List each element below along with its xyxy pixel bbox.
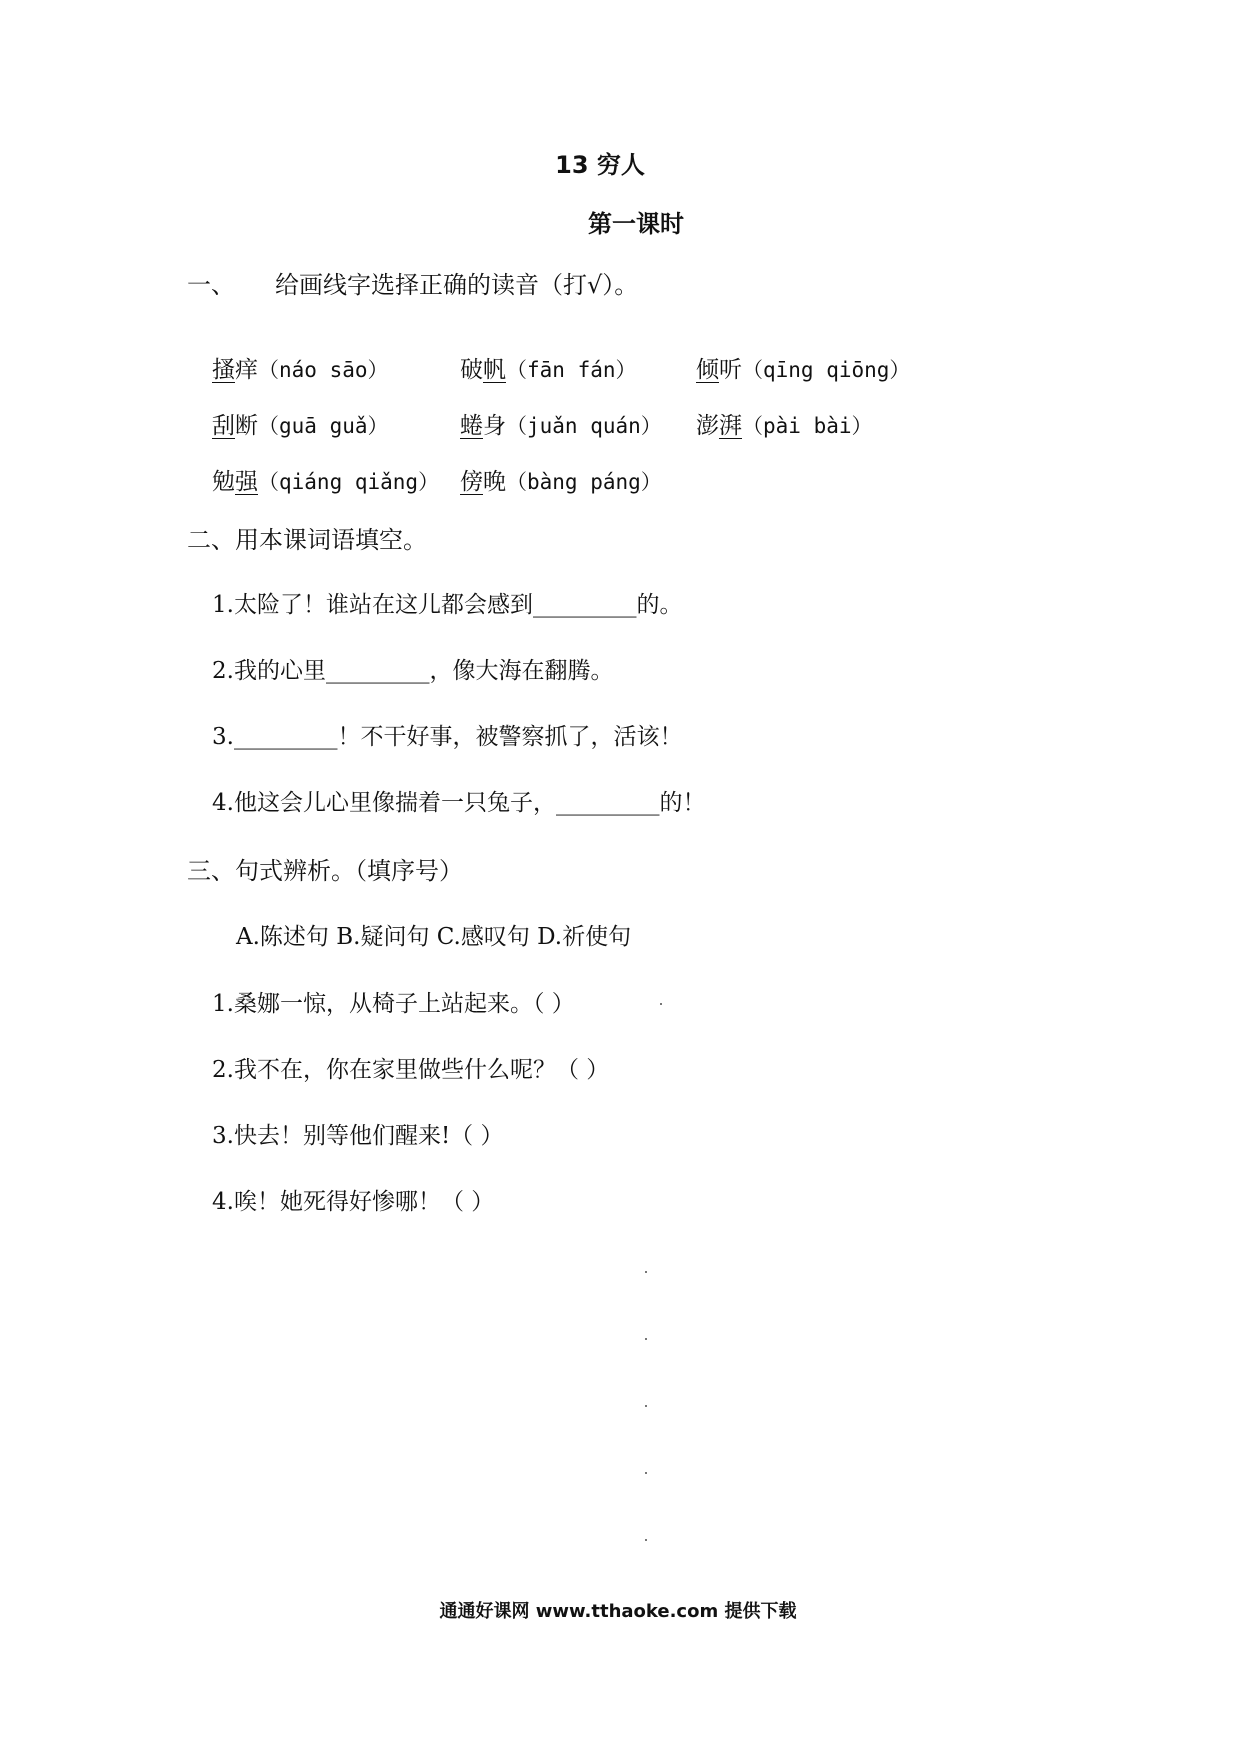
pinyin-options: （qiáng qiǎng） (258, 470, 440, 494)
pinyin-options: （fān fán） (506, 358, 637, 382)
pinyin-options: （juǎn quán） (506, 414, 662, 438)
section2-heading: 二、用本课词语填空。 (187, 526, 427, 554)
sentence-type-options: A.陈述句 B.疑问句 C.感叹句 D.祈使句 (236, 924, 632, 950)
underlined-char: 搔 (212, 357, 235, 383)
item-char: 身 (483, 413, 506, 439)
scan-dot (645, 1472, 647, 1474)
lesson-subtitle: 第一课时 (588, 210, 684, 238)
item-char: 澎 (696, 413, 719, 439)
pinyin-item (212, 351, 389, 384)
footer-credit: 通通好课网 www.tthaoke.com 提供下载 (439, 1601, 797, 1622)
fill-blank-item: 4.他这会儿心里像揣着一只兔子，_________的！ (212, 790, 706, 816)
item-char: 勉 (212, 469, 235, 495)
pinyin-item (212, 407, 389, 440)
underlined-char: 傍 (460, 469, 483, 495)
pinyin-item (696, 351, 910, 384)
item-char: 破 (460, 357, 483, 383)
item-char: 听 (719, 357, 742, 383)
item-char: 断 (235, 413, 258, 439)
pinyin-options: （náo sāo） (258, 358, 389, 382)
scan-dot (645, 1539, 647, 1541)
scan-dot (645, 1271, 647, 1273)
section1-instruction: 给画线字选择正确的读音（打√）。 (275, 271, 639, 299)
scan-dot (645, 1338, 647, 1340)
scan-dot (645, 1405, 647, 1407)
sentence-item: 3.快去！别等他们醒来!（ ） (212, 1123, 504, 1149)
section3-heading: 三、句式辨析。（填序号） (187, 857, 463, 885)
item-char: 痒 (235, 357, 258, 383)
underlined-char: 帆 (483, 357, 506, 383)
fill-blank-item: 3._________！不干好事，被警察抓了，活该！ (212, 724, 683, 750)
sentence-item: 1.桑娜一惊，从椅子上站起来。（ ） (212, 991, 575, 1017)
pinyin-item (696, 407, 873, 440)
sentence-item: 2.我不在，你在家里做些什么呢？（ ） (212, 1057, 610, 1083)
item-char: 晚 (483, 469, 506, 495)
pinyin-item (460, 463, 662, 496)
section1-label: 一、 (187, 271, 235, 299)
scan-dot (660, 1003, 662, 1005)
pinyin-item (460, 407, 662, 440)
pinyin-options: （guā guǎ） (258, 414, 389, 438)
pinyin-item (212, 463, 439, 496)
underlined-char: 蜷 (460, 413, 483, 439)
page-title: 13 穷人 (555, 151, 645, 179)
underlined-char: 刮 (212, 413, 235, 439)
pinyin-item (460, 351, 637, 384)
pinyin-options: （bàng páng） (506, 470, 662, 494)
underlined-char: 倾 (696, 357, 719, 383)
underlined-char: 湃 (719, 413, 742, 439)
sentence-item: 4.唉！她死得好惨哪！（ ） (212, 1189, 495, 1215)
pinyin-options: （qīng qiōng） (742, 358, 911, 382)
fill-blank-item: 1.太险了！谁站在这儿都会感到_________的。 (212, 592, 683, 618)
underlined-char: 强 (235, 469, 258, 495)
pinyin-options: （pài bài） (742, 414, 873, 438)
fill-blank-item: 2.我的心里_________，像大海在翻腾。 (212, 658, 614, 684)
